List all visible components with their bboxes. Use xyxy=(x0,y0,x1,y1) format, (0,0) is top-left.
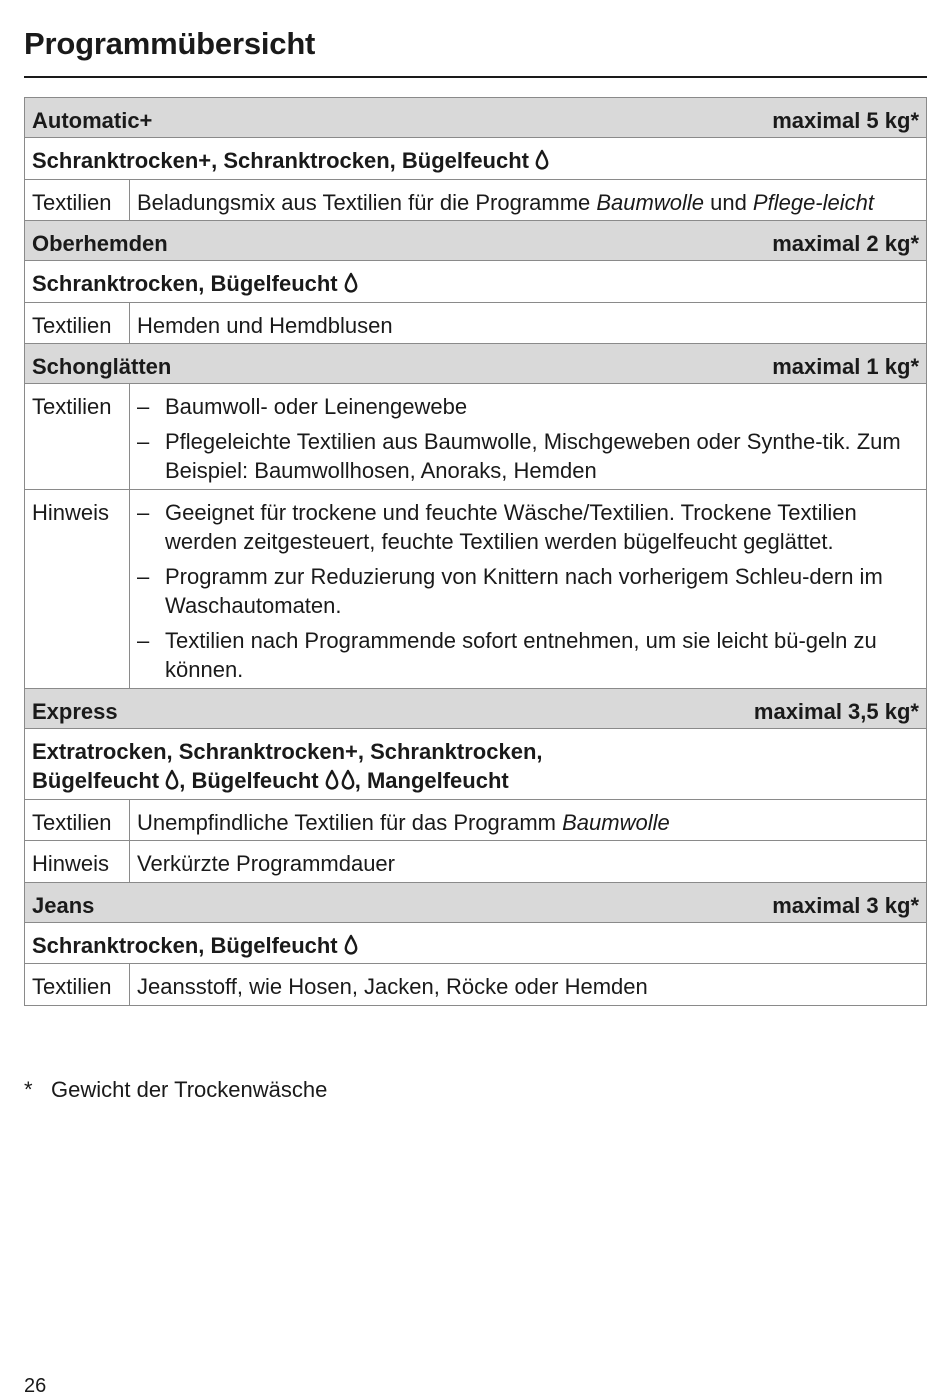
list-item: – Textilien nach Programmende sofort entnehmen, um sie leicht bü-geln zu können. xyxy=(137,626,919,685)
program-header-schonglaetten xyxy=(25,344,927,384)
program-name: Schonglätten xyxy=(32,354,172,379)
drop-icon xyxy=(535,149,549,171)
program-load: maximal 3,5 kg* xyxy=(753,698,919,724)
row-label: Textilien xyxy=(25,179,130,221)
program-textiles-oberhemden xyxy=(25,302,927,344)
steps-text: , Mangelfeucht xyxy=(354,768,509,793)
row-label: Textilien xyxy=(25,799,130,841)
program-steps-jeans xyxy=(25,922,927,964)
footnote-text: Gewicht der Trockenwäsche xyxy=(51,1077,328,1102)
row-value: Beladungsmix aus Textilien für die Programme Baumwolle und Pflege-leicht xyxy=(130,179,927,221)
steps-text: Schranktrocken, Bügelfeucht xyxy=(32,932,338,958)
program-note-express xyxy=(25,841,927,883)
list-item: – Geeignet für trockene und feuchte Wäsche/Textilien. Trockene Textilien werden zeitgesteuert, feuchte Textilien werden bügelfeucht geglättet. xyxy=(137,498,919,557)
page-title: Programmübersicht xyxy=(24,26,316,61)
footnote xyxy=(24,1077,327,1103)
row-value: Hemden und Hemdblusen xyxy=(130,302,927,344)
row-label: Textilien xyxy=(25,302,130,344)
row-label: Hinweis xyxy=(25,841,130,883)
program-steps-oberhemden xyxy=(25,261,927,303)
textiles-list xyxy=(137,392,919,486)
steps-text: Schranktrocken, Bügelfeucht xyxy=(32,271,338,296)
program-load: maximal 1 kg* xyxy=(772,354,919,379)
program-name: Jeans xyxy=(32,892,95,918)
steps-text: Schranktrocken+, Schranktrocken, Bügelfeucht xyxy=(32,148,529,173)
program-table xyxy=(24,97,927,1006)
program-textiles-schonglaetten xyxy=(25,384,927,490)
row-value: Unempfindliche Textilien für das Programm Baumwolle xyxy=(130,799,927,841)
page-number: 26 xyxy=(24,1375,47,1397)
program-header-automatic xyxy=(25,98,927,138)
steps-text: , Bügelfeucht xyxy=(179,768,319,793)
program-header-express xyxy=(25,688,927,728)
program-textiles-express xyxy=(25,799,927,841)
row-label: Textilien xyxy=(25,384,130,490)
program-name: Oberhemden xyxy=(32,231,168,256)
program-textiles-jeans xyxy=(25,964,927,1006)
list-item: – Programm zur Reduzierung von Knittern nach vorherigem Schleu-dern im Waschautomaten. xyxy=(137,562,919,621)
list-item: – Pflegeleichte Textilien aus Baumwolle, Mischgeweben oder Synthe-tik. Zum Beispiel: Baumwollhosen, Anoraks, Hemden xyxy=(137,427,919,486)
program-textiles-automatic xyxy=(25,179,927,221)
row-label: Textilien xyxy=(25,964,130,1006)
program-steps-automatic xyxy=(25,138,927,180)
row-value: Verkürzte Programmdauer xyxy=(130,841,927,883)
steps-text: Extratrocken, Schranktrocken+, Schranktrocken, xyxy=(32,738,543,764)
row-value xyxy=(130,489,927,688)
drop-icon xyxy=(165,769,179,791)
title-divider xyxy=(24,76,927,78)
note-list xyxy=(137,498,919,685)
program-load: maximal 5 kg* xyxy=(772,108,919,133)
steps-text: Bügelfeucht xyxy=(32,768,160,793)
double-drop-icon xyxy=(325,769,355,791)
row-label: Hinweis xyxy=(25,489,130,688)
drop-icon xyxy=(344,272,358,294)
list-item: – Baumwoll- oder Leinengewebe xyxy=(137,392,919,422)
program-note-schonglaetten xyxy=(25,489,927,688)
program-load: maximal 2 kg* xyxy=(772,231,919,256)
program-header-jeans xyxy=(25,882,927,922)
program-load: maximal 3 kg* xyxy=(772,892,919,918)
program-header-oberhemden xyxy=(25,221,927,261)
row-value: Jeansstoff, wie Hosen, Jacken, Röcke oder Hemden xyxy=(130,964,927,1006)
drop-icon xyxy=(344,934,358,956)
program-steps-express xyxy=(25,728,927,799)
footnote-mark: * xyxy=(24,1077,33,1102)
program-name: Express xyxy=(32,698,118,724)
row-value xyxy=(130,384,927,490)
program-name: Automatic+ xyxy=(32,108,153,133)
